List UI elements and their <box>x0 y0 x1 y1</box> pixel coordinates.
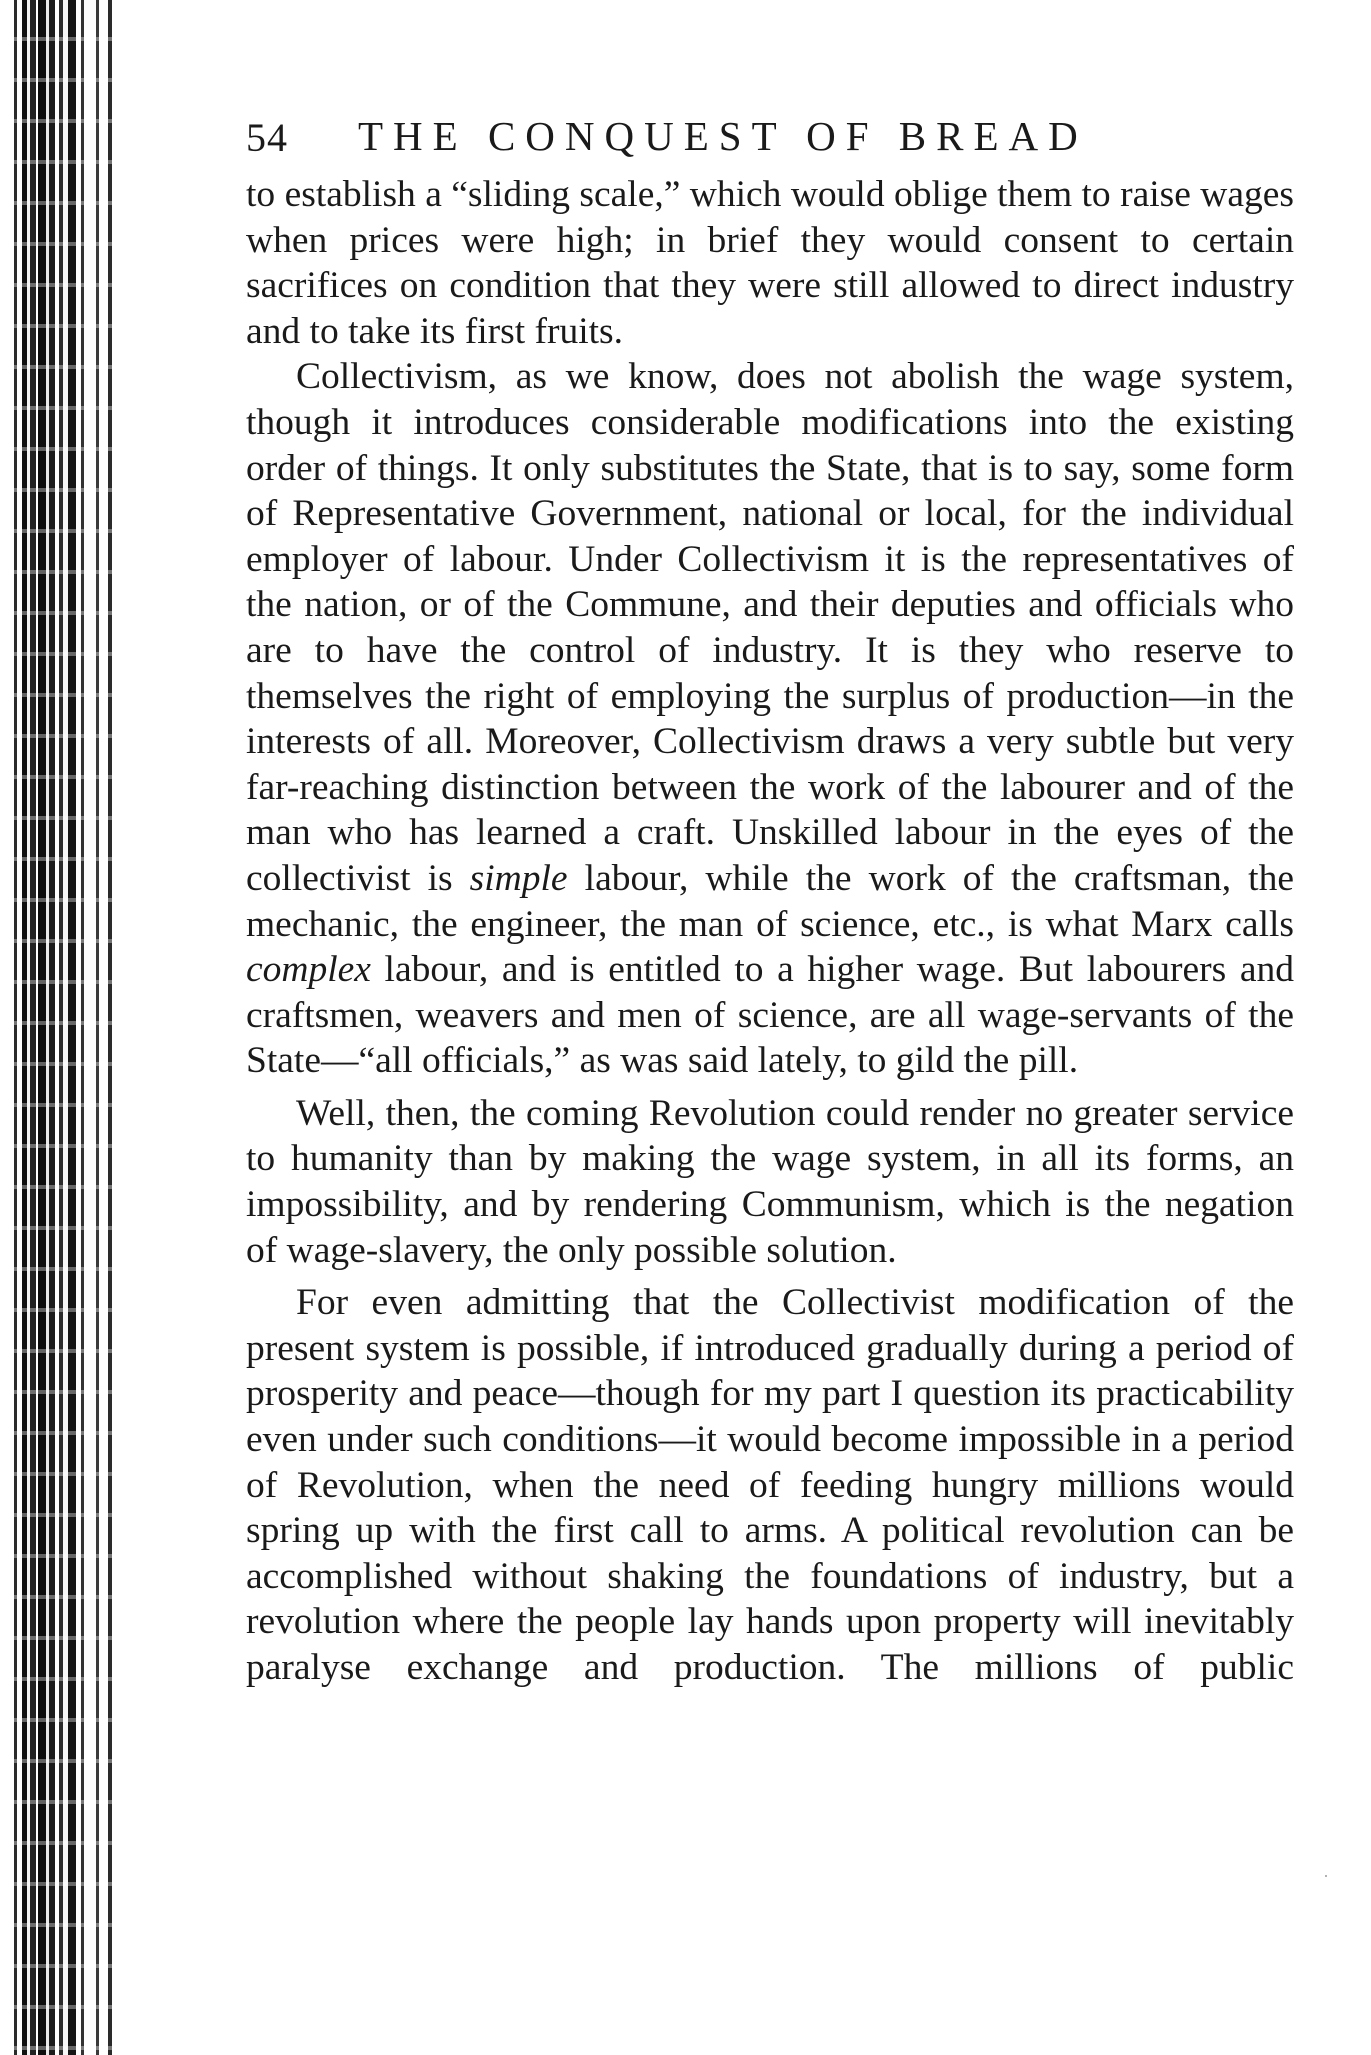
paragraph-2-text-a: Collectivism, as we know, does not abolish the wage system, though it introduces considerable modifications into the existing order of things. It only substitutes the State, that is to say, some form of Representative Government, national or local, for the individual employer of labour. Under Collectivism it is the representatives of the nation, or of the Commune, and their deputies and officials who are to have the control of industry. It is they who reserve to themselves the right of employing the surplus of production—in the interests of all. Moreover, Collectivism draws a very subtle but very far-reaching distinction between the work of the labourer and of the man who has learned a craft. Unskilled labour in the eyes of the collectivist is <box>246 356 1294 899</box>
paragraph-4: For even admitting that the Collectivist modification of the present system is possible, if introduced gradually during a period of prosperity and peace—though for my part I question its practicability even under such conditions—it would become impossible in a period of Revolution, when the need of feeding hungry millions would spring up with the first call to arms. A political revolution can be accomplished without shaking the foundations of industry, but a revolution where the people lay hands upon property will inevitably paralyse exchange and production. The millions of public <box>246 1282 1294 1688</box>
paragraph-1: to establish a “sliding scale,” which would oblige them to raise wages when prices were high; in brief they would consent to certain sacrifices on condition that they were still allowed to direct industry and to take its first fruits. <box>246 174 1294 352</box>
book-page <box>246 108 1294 1691</box>
emphasis-complex: complex <box>246 949 371 991</box>
running-title: THE CONQUEST OF BREAD <box>358 113 1088 159</box>
scan-speck <box>1325 1875 1327 1877</box>
emphasis-simple: simple <box>469 857 568 899</box>
body-text <box>246 172 1294 1691</box>
book-binding-edge <box>0 0 125 2055</box>
page-number: 54 <box>246 115 288 160</box>
paragraph-2-text-b: labour, while the work of the craftsman, the mechanic, the engineer, the man of science, etc., is what Marx calls <box>246 857 1294 945</box>
running-head <box>246 108 1294 164</box>
paragraph-2-text-c: labour, and is entitled to a higher wage. But labourers and craftsmen, weavers and men of science, are all wage-servants of the State—“all officials,” as was said lately, to gild the pill. <box>246 949 1294 1082</box>
paragraph-2 <box>246 354 1294 1084</box>
paragraph-3: Well, then, the coming Revolution could render no greater service to humanity than by making the wage system, in all its forms, an impossibility, and by rendering Communism, which is the negation of wage-slavery, the only possible solution. <box>246 1092 1294 1271</box>
